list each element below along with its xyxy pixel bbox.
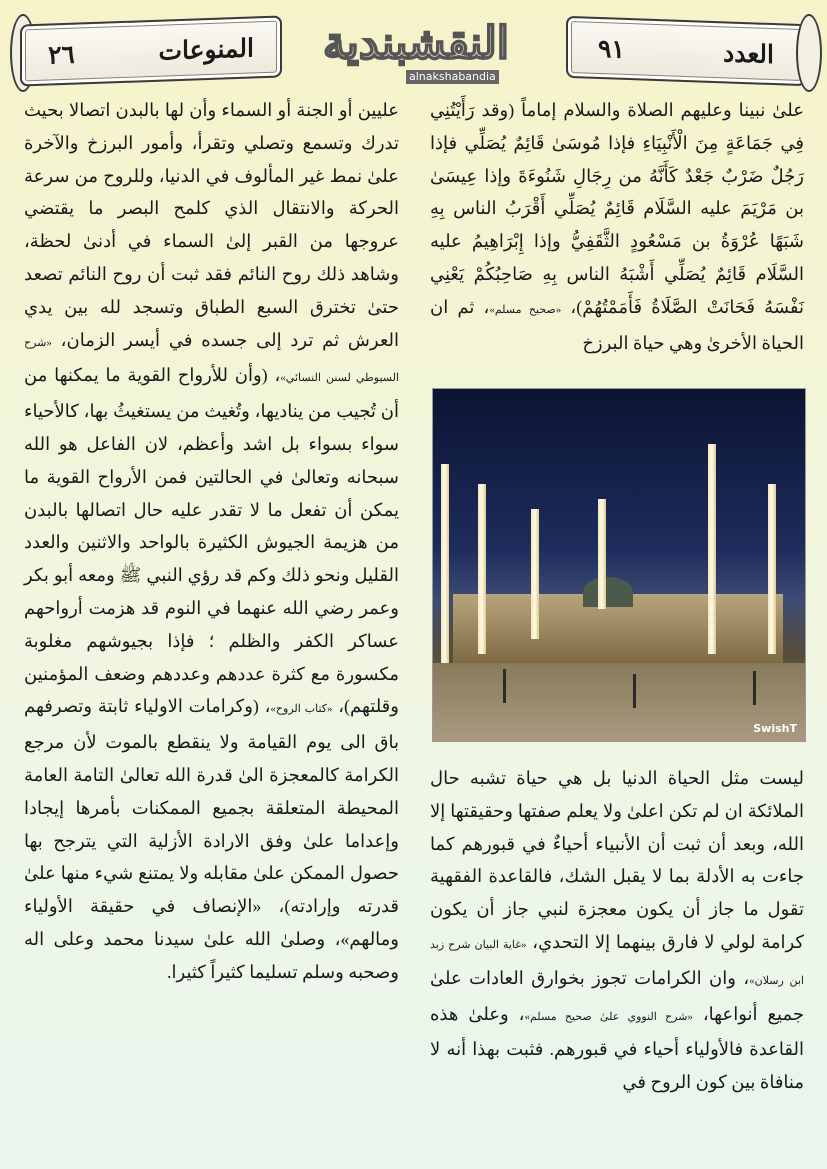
- minaret: [708, 444, 716, 654]
- text-segment: عليين أو الجنة أو السماء وأن لها بالبدن اتصالا بحيث تدرك وتسمع وتصلي وتقرأ، وأمور البرزخ والآخرة علىٰ نمط غير المألوف في الدنيا، وللروح من سرعة الحركة والانتقال الذي كلمح البصر ما يقتضي عروجها من القبر إلىٰ السماء في أدنىٰ لحظة، وشاهد ذلك روح النائم فقد ثبت أن روح النائم تصعد حتىٰ تخترق السبع الطباق وتسجد لله بين يدي العرش ثم ترد إلى جسده في أيسر الزمان،: [24, 100, 399, 350]
- issue-number: ٩١: [598, 33, 625, 64]
- citation: «شرح السيوطي لسنن النسائي»: [24, 336, 399, 385]
- magazine-title: النقشبندية: [323, 18, 509, 69]
- issue-label: العدد: [723, 37, 774, 69]
- minaret: [441, 464, 449, 664]
- minaret: [598, 499, 606, 609]
- page-header: [0, 0, 827, 95]
- paragraph: [430, 94, 804, 359]
- citation: «شرح النووي علىٰ صحيح مسلم»: [524, 1010, 693, 1023]
- paragraph: [430, 762, 804, 1099]
- page-number: ٢٦: [48, 39, 75, 70]
- mosque-plaza: [433, 663, 805, 741]
- text-segment: ، (وكرامات الاولياء ثابتة وتصرفهم باق الى يوم القيامة ولا ينقطع بالموت لأن مرجع الكرامة كالمعجزة الىٰ قدرة الله تعالىٰ التامة العامة المحيطة المتعلقة بجميع الممكنات بأمرها إيجادا وإعداما علىٰ وفق الارادة الأزلية التي يترجح بها حصول الممكن علىٰ مقابله ولا يمتنع شيء منها علىٰ قدرته وإرادته)، «الإنصاف في حقيقة الأولياء ومالهم»، وصلىٰ الله علىٰ سيدنا محمد وعلى اله وصحبه وسلم تسليما كثيراً كثيرا.: [24, 696, 399, 982]
- text-segment: علىٰ نبينا وعليهم الصلاة والسلام إماماً (وقد رَأَيْتُنِي فِي جَمَاعَةٍ مِنَ الْأَنْبِيَاءِ فإذا مُوسَىٰ قَائِمٌ يُصَلِّي فإذا رَجُلٌ ضَرْبٌ جَعْدٌ كَأَنَّهُ من رِجَالِ شَنُوءَةَ وإذا عِيسَىٰ بن مَرْيَمَ عليه السَّلَام قَائِمٌ يُصَلِّي أَقْرَبُ الناس بِهِ شَبَهًا عُرْوَةُ بن مَسْعُودٍ الثَّقَفِيُّ وإذا إِبْرَاهِيمُ عليه السَّلَام قَائِمٌ يُصَلِّي أَشْبَهُ الناس بِهِ صَاحِبُكُمْ يَعْنِي نَفْسَهُ فَحَانَتْ الصَّلَاةُ فَأَمَمْتُهُمْ)،: [430, 100, 804, 317]
- magazine-logo: [298, 16, 534, 86]
- scroll-curl-right: [796, 14, 822, 92]
- text-segment: ، وان الكرامات تجوز بخوارق العادات علىٰ جميع أنواعها،: [430, 967, 805, 1024]
- article-column-right-bottom: [430, 762, 804, 1099]
- minaret: [768, 484, 776, 654]
- minaret: [531, 509, 539, 639]
- mosque-dome: [583, 577, 633, 607]
- article-column-right-top: [430, 94, 804, 359]
- section-label: المنوعات: [158, 32, 254, 66]
- section-banner: [20, 15, 282, 86]
- lamp-post: [753, 671, 756, 705]
- issue-banner: [566, 16, 806, 86]
- mosque-photo: [432, 388, 806, 742]
- lamp-post: [633, 674, 636, 708]
- citation: «كتاب الروح»: [270, 703, 333, 716]
- text-segment: ، ثم ان الحياة الأخرىٰ وهي حياة البرزخ: [430, 296, 804, 353]
- magazine-subtitle: alnakshabandia: [406, 70, 499, 84]
- text-segment: ، (وأن للأرواح القوية ما يمكنها من أن تُجيب من يناديها، وتُغيث من يستغيثُ بها، كالأحياء سواء بسواء بل اشد وأعظم، لان الفاعل هو الله سبحانه وتعالىٰ في الحالتين فمن الأرواح القوية ما يمكن أن تفعل ما لا تقدر عليه حال اتصالها بالبدن من هزيمة الجيوش الكثيرة بالواحد والاثنين والعدد القليل ونحو ذلك وكم قد رؤي النبي ﷺ ومعه أبو بكر وعمر رضي الله عنهما في النوم قد هزمت أرواحهم عساكر الكفر والظلم ؛ فإذا بجيوشهم مغلوبة مكسورة مع كثرة عددهم وعددهم وضعف المؤمنين وقلتهم)،: [24, 365, 399, 717]
- lamp-post: [503, 669, 506, 703]
- article-column-left: [24, 94, 399, 989]
- photo-watermark: SwishT: [753, 722, 797, 735]
- text-segment: ليست مثل الحياة الدنيا بل هي حياة تشبه حال الملائكة ان لم تكن اعلىٰ ولا يعلم صفتها وحقيقتها إلا الله، وبعد أن ثبت أن الأنبياء أحياءٌ في قبورهم كما جاءت به الأدلة بما لا يقبل الشك، فالقاعدة الفقهية تقول ما جاز أن يكون معجزة لنبي جاز أن يكون كرامة لولي لا فارق بينهما إلا التحدي،: [430, 768, 804, 952]
- citation: «صحيح مسلم»: [489, 303, 562, 316]
- text-segment: ، وعلىٰ هذه القاعدة فالأولياء أحياء في قبورهم. فثبت بهذا أنه لا منافاة بين كون الروح في: [430, 1003, 804, 1093]
- citation: «غاية البيان شرح زبد ابن رسلان»: [430, 938, 804, 987]
- paragraph: [24, 94, 399, 989]
- minaret: [478, 484, 486, 654]
